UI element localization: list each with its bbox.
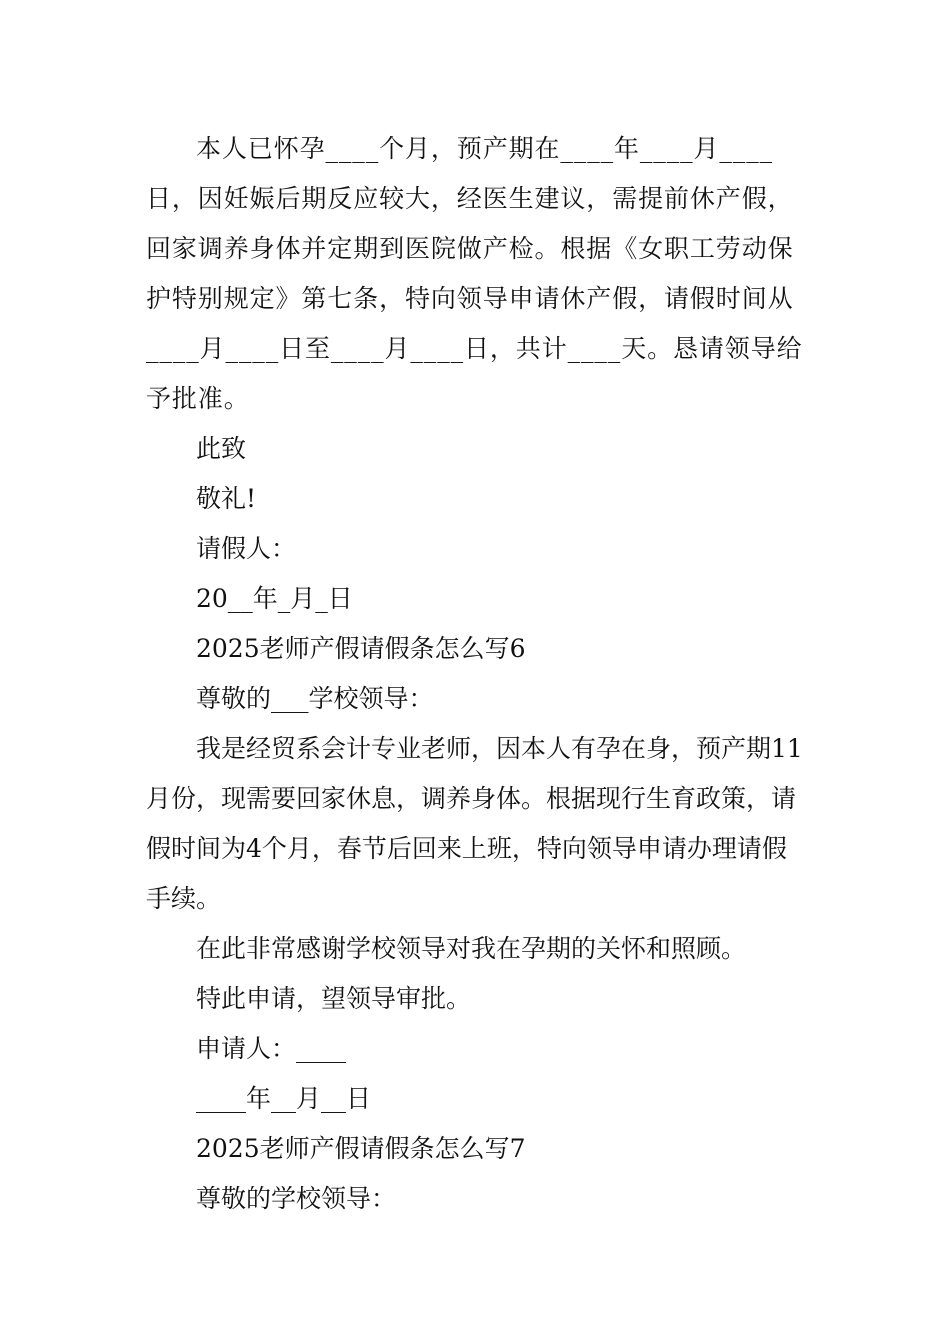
paragraph-thanks-6: 在此非常感谢学校领导对我在孕期的关怀和照顾。 xyxy=(196,934,747,963)
section-heading-7: 2025老师产假请假条怎么写7 xyxy=(196,1134,526,1163)
paragraph-leave-request-body: 本人已怀孕____个月，预产期在____年____月____日，因妊娠后期反应较大，经医生建议，需提前休产假，回家调养身体并定期到医院做产检。根据《女职工劳动保护特别规定》第七条，特向领导申请休产假，请假时间从____月____日至____月____日，共计____天。恳请领导给予批准。 xyxy=(146,134,803,413)
paragraph-greeting-7: 尊敬的学校领导： xyxy=(196,1184,397,1213)
paragraph-greeting-6: 尊敬的___学校领导： xyxy=(196,684,434,713)
paragraph-request-body-6: 我是经贸系会计专业老师，因本人有孕在身，预产期11月份，现需要回家休息，调养身体。根据现行生育政策，请假时间为4个月，春节后回来上班，特向领导申请办理请假手续。 xyxy=(146,734,803,913)
section-heading-6: 2025老师产假请假条怎么写6 xyxy=(196,634,526,663)
document-body xyxy=(146,124,806,1224)
paragraph-date-line: 20__年_月_日 xyxy=(196,584,353,613)
paragraph-date-6: ____年__月__日 xyxy=(196,1084,372,1113)
paragraph-applicant-6: 申请人：____ xyxy=(196,1034,347,1063)
paragraph-salutation-jingli: 敬礼! xyxy=(196,484,257,513)
paragraph-apply-6: 特此申请，望领导审批。 xyxy=(196,984,472,1013)
paragraph-applicant-label: 请假人： xyxy=(196,534,297,563)
paragraph-salutation-cizhi: 此致 xyxy=(196,434,247,463)
